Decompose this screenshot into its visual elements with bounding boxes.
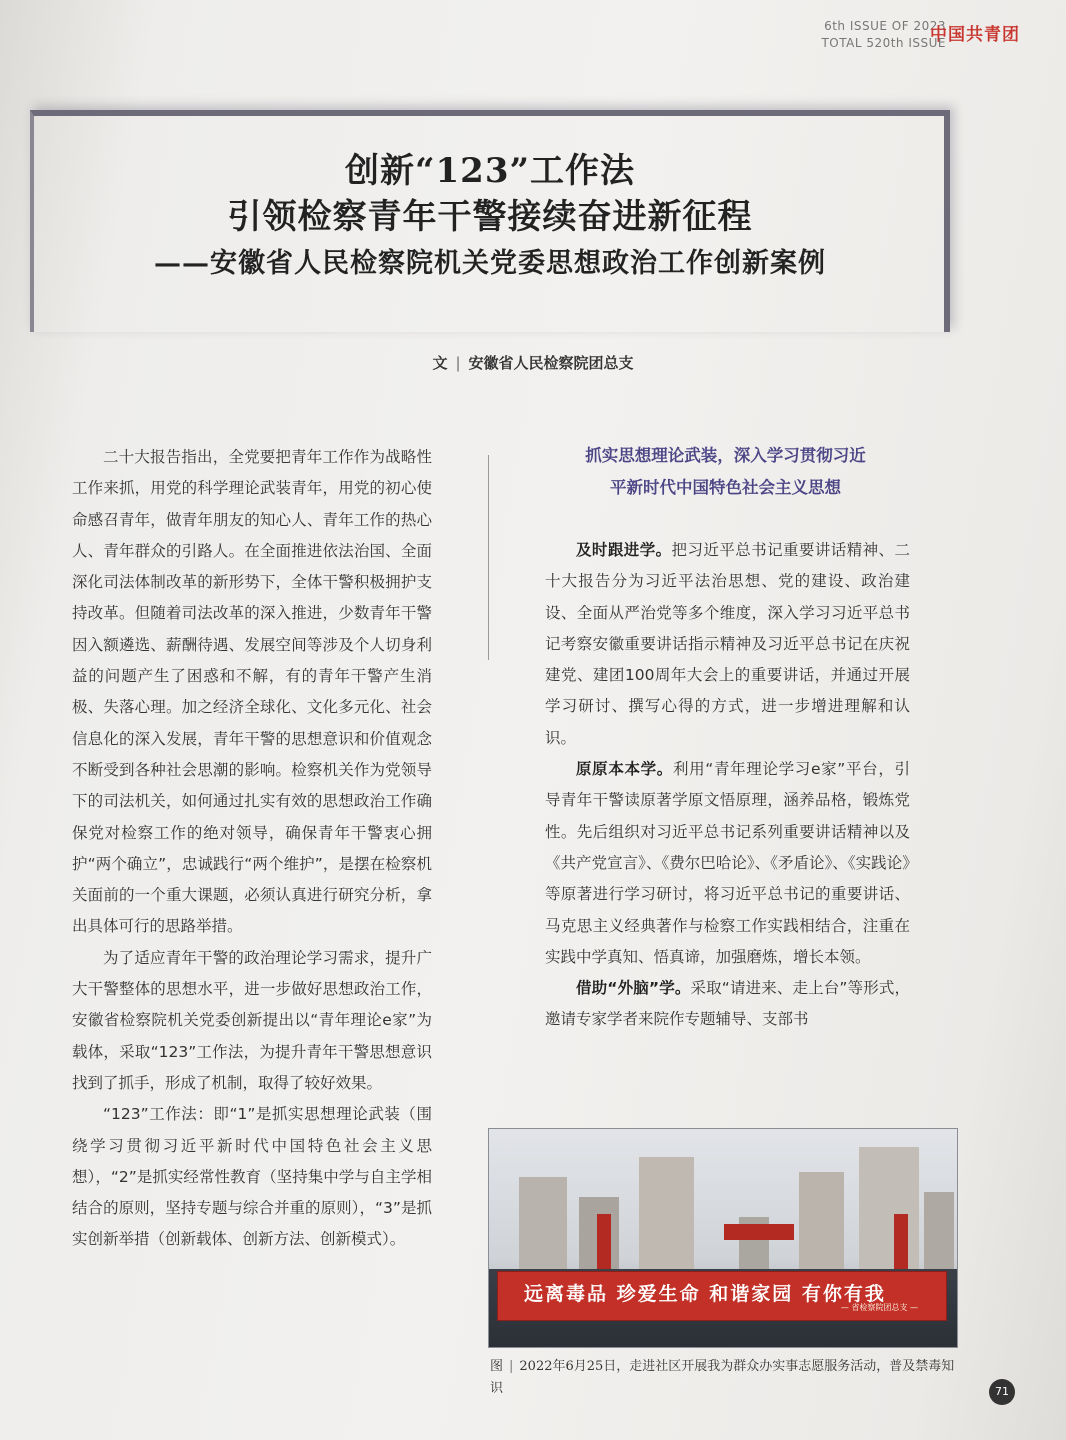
text-original-study: 利用“青年理论学习e家”平台，引导青年干警读原著学原文悟原理，涵养品格，锻炼党性。先后组织对习近平总书记系列重要讲话精神以及《共产党宣言》、《费尔巴哈论》、《矛盾论》、《实践论》等原著进行学习研讨，将习近平总书记的重要讲话、马克思主义经典著作与检察工作实践相结合，注重在实践中学真知、悟真谛，加强磨炼，增长本领。 [545,760,910,966]
lead-original-study: 原原本本学。 [576,760,673,779]
text-external-brain: 采取“请进来、走上台”等形式，邀请专家学者来院作专题辅导、支部书 [545,979,911,1029]
byline-separator: | [455,354,461,372]
caption-label: 图 [490,1359,504,1374]
event-photo [488,1128,958,1348]
left-column [72,442,432,1256]
section-heading [533,440,918,504]
byline-label: 文 [432,354,448,372]
issue-number: 6th ISSUE OF 2023 [824,19,946,33]
lead-external-brain: 借助“外脑”学。 [576,979,691,998]
paragraph-3: “123”工作法：即“1”是抓实思想理论武装（围绕学习贯彻习近平新时代中国特色社会主义思想），“2”是抓实经常性教育（坚持集中学与自主学相结合的原则，坚持专题与综合并重的原则），“3”是抓实创新举措（创新载体、创新方法、创新模式）。 [72,1105,432,1249]
byline [0,352,1066,373]
text-follow-up-study: 把习近平总书记重要讲话精神、二十大报告分为习近平法治思想、党的建设、政治建设、全面从严治党等多个维度，深入学习习近平总书记考察安徽重要讲话指示精神及习近平总书记在庆祝建党、建团100周年大会上的重要讲话，并通过开展学习研讨、撰写心得的方式，进一步增进理解和认识。 [545,541,910,747]
paragraph-1: 二十大报告指出，全党要把青年工作作为战略性工作来抓，用党的科学理论武装青年，用党的初心使命感召青年，做青年朋友的知心人、青年工作的热心人、青年群众的引路人。在全面推进依法治国、全面深化司法体制改革的新形势下，全体干警积极拥护支持改革。但随着司法改革的深入推进，少数青年干警因入额遴选、薪酬待遇、发展空间等涉及个人切身利益的问题产生了困惑和不解，有的青年干警产生消极、失落心理。加之经济全球化、文化多元化、社会信息化的深入发展，青年干警的思想意识和价值观念不断受到各种社会思潮的影响。检察机关作为党领导下的司法机关，如何通过扎实有效的思想政治工作确保党对检察工作的绝对领导，确保青年干警衷心拥护“两个确立”，忠诚践行“两个维护”，是摆在检察机关面前的一个重大课题，必须认真进行研究分析，拿出具体可行的思路举措。 [72,448,432,936]
title-line-1: 创新“123”工作法 [344,151,636,191]
paragraph-original-study [545,754,910,973]
column-divider [488,455,489,660]
banner-text: 远离毒品 珍爱生命 和谐家园 有你有我 [524,1283,886,1305]
section-heading-line-2: 平新时代中国特色社会主义思想 [610,478,841,497]
total-issue-number: TOTAL 520th ISSUE [821,36,946,50]
issue-info [821,18,946,52]
section-heading-line-1: 抓实思想理论武装，深入学习贯彻习近 [585,446,866,465]
anti-drug-banner [497,1271,947,1321]
paragraph-external-brain [545,973,910,1036]
magazine-logo: 中国共青团 [930,25,1020,45]
title-line-2: 引领检察青年干警接续奋进新征程 [227,197,753,237]
banner-subtext: — 省检察院团总支 — [840,1303,918,1312]
caption-separator: | [509,1359,514,1374]
paragraph-2: 为了适应青年干警的政治理论学习需求，提升广大干警整体的思想水平，进一步做好思想政治工作，安徽省检察院机关党委创新提出以“青年理论e家”为载体，采取“123”工作法，为提升青年干警思想意识找到了抓手，形成了机制，取得了较好效果。 [72,948,432,1092]
subtitle: ——安徽省人民检察院机关党委思想政治工作创新案例 [154,248,826,279]
right-column [545,535,910,1036]
lead-follow-up-study: 及时跟进学。 [576,541,672,559]
page-number: 71 [989,1379,1015,1405]
caption-text: 2022年6月25日，走进社区开展我为群众办实事志愿服务活动，普及禁毒知识 [490,1359,955,1396]
byline-author: 安徽省人民检察院团总支 [468,354,634,372]
photo-caption [490,1356,960,1400]
article-title [60,148,920,284]
paragraph-follow-up-study [545,535,910,754]
